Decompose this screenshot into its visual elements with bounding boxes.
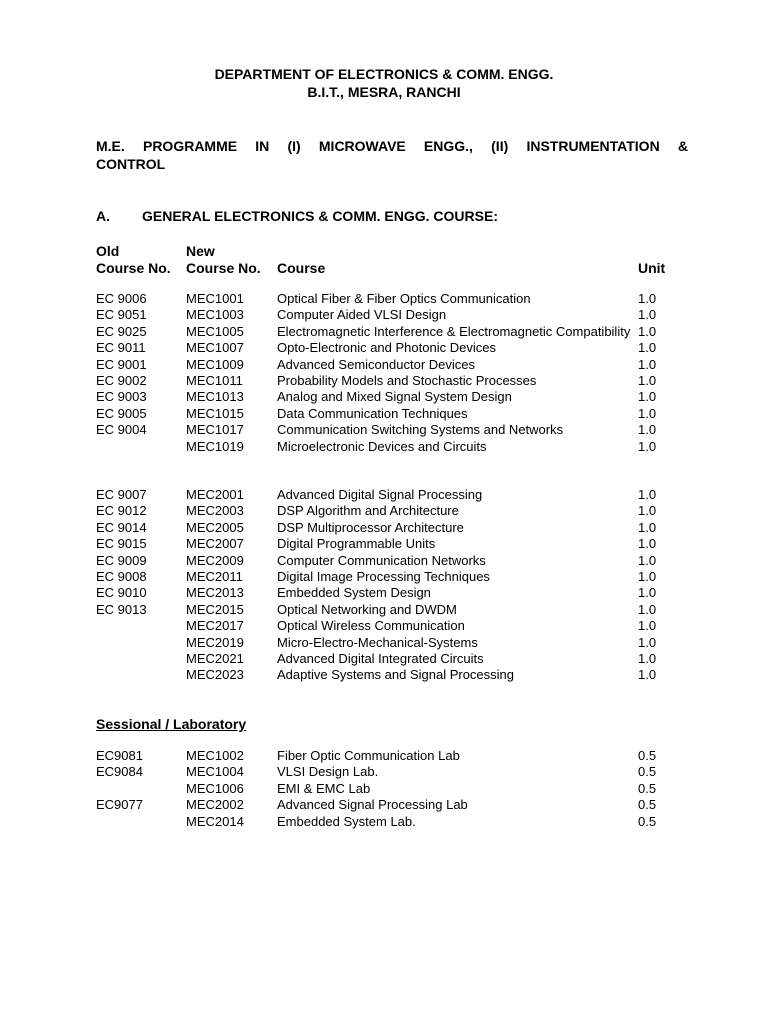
old-course-no: EC 9014	[96, 519, 147, 535]
course-unit: 1.0	[638, 519, 657, 535]
new-course-no: MEC1005	[186, 323, 244, 339]
course-title: Embedded System Design	[277, 585, 431, 601]
new-course-no: MEC1015	[186, 405, 244, 421]
old-course-no: EC 9013	[96, 601, 147, 617]
new-course-no: MEC2019	[186, 634, 244, 650]
old-course-no: EC 9008	[96, 569, 147, 584]
table-row	[0, 503, 768, 519]
department-heading: DEPARTMENT OF ELECTRONICS & COMM. ENGG.	[214, 66, 554, 82]
column-header-new-line2: Course No.	[186, 260, 261, 276]
new-course-no: MEC1011	[186, 373, 243, 388]
old-course-no: EC 9003	[96, 389, 147, 405]
column-header-course: Course	[277, 260, 326, 276]
new-course-no: MEC2003	[186, 503, 244, 519]
table-row	[0, 389, 768, 405]
column-header-old	[96, 243, 171, 277]
new-course-no: MEC1007	[186, 340, 244, 356]
course-unit: 1.0	[638, 536, 657, 552]
table-row	[0, 307, 768, 323]
programme-title-line2: CONTROL	[96, 156, 166, 172]
column-header-old-line1: Old	[96, 243, 120, 259]
course-title: VLSI Design Lab.	[277, 764, 379, 780]
course-title: DSP Multiprocessor Architecture	[277, 519, 464, 535]
new-course-no: MEC1002	[186, 748, 244, 763]
table-row	[0, 553, 768, 569]
course-title: Optical Fiber & Fiber Optics Communication	[277, 291, 531, 306]
old-course-no: EC 9007	[96, 487, 147, 502]
table-row	[0, 797, 768, 813]
table-row	[0, 635, 768, 651]
course-title: Computer Aided VLSI Design	[277, 307, 447, 323]
course-title: Advanced Digital Signal Processing	[277, 487, 483, 502]
section-a-label: A.	[96, 208, 110, 224]
new-course-no: MEC2005	[186, 519, 244, 535]
table-row	[0, 422, 768, 438]
course-title: Probability Models and Stochastic Processes	[277, 373, 537, 388]
section-a-title: GENERAL ELECTRONICS & COMM. ENGG. COURSE:	[142, 208, 498, 224]
table-row	[0, 764, 768, 780]
table-row	[0, 748, 768, 764]
table-row	[0, 291, 768, 307]
course-title: Analog and Mixed Signal System Design	[277, 389, 512, 405]
table-row	[0, 340, 768, 356]
new-course-no: MEC2021	[186, 651, 244, 666]
table-row	[0, 373, 768, 389]
table-row	[0, 324, 768, 340]
table-row	[0, 406, 768, 422]
course-unit: 1.0	[638, 634, 657, 650]
new-course-no: MEC2013	[186, 585, 244, 601]
course-unit: 1.0	[638, 307, 657, 323]
old-course-no: EC 9010	[96, 585, 147, 601]
new-course-no: MEC1001	[186, 291, 244, 306]
table-row	[0, 536, 768, 552]
table-row	[0, 667, 768, 683]
course-title: Digital Image Processing Techniques	[277, 569, 490, 584]
table-row	[0, 585, 768, 601]
course-unit: 1.0	[638, 585, 657, 601]
course-unit: 1.0	[638, 438, 657, 454]
course-title: Electromagnetic Interference & Electromagnetic Compatibility	[277, 323, 631, 339]
course-unit: 1.0	[638, 601, 657, 617]
course-title: Advanced Digital Integrated Circuits	[277, 651, 484, 666]
new-course-no: MEC2007	[186, 536, 244, 552]
new-course-no: MEC1003	[186, 307, 244, 323]
new-course-no: MEC1006	[186, 780, 244, 796]
column-header-new	[186, 243, 261, 277]
course-unit: 0.5	[638, 780, 657, 796]
old-course-no: EC 9004	[96, 422, 147, 438]
table-row	[0, 520, 768, 536]
course-title: Advanced Semiconductor Devices	[277, 356, 475, 372]
new-course-no: MEC1009	[186, 356, 244, 372]
old-course-no: EC9084	[96, 764, 143, 780]
course-unit: 1.0	[638, 651, 657, 666]
old-course-no: EC 9005	[96, 405, 147, 421]
old-course-no: EC9081	[96, 748, 143, 763]
course-title: Microelectronic Devices and Circuits	[277, 438, 487, 454]
new-course-no: MEC2009	[186, 552, 244, 568]
table-row	[0, 651, 768, 667]
course-title: DSP Algorithm and Architecture	[277, 503, 459, 519]
table-row	[0, 618, 768, 634]
course-title: Computer Communication Networks	[277, 552, 486, 568]
course-unit: 1.0	[638, 405, 657, 421]
course-unit: 0.5	[638, 813, 657, 829]
old-course-no: EC 9009	[96, 552, 147, 568]
course-title: Micro-Electro-Mechanical-Systems	[277, 634, 478, 650]
course-title: Embedded System Lab.	[277, 813, 416, 829]
table-row	[0, 487, 768, 503]
old-course-no: EC 9001	[96, 356, 147, 372]
new-course-no: MEC1013	[186, 389, 244, 405]
table-row	[0, 814, 768, 830]
old-course-no: EC 9012	[96, 503, 147, 519]
new-course-no: MEC1017	[186, 422, 244, 438]
course-title: Optical Networking and DWDM	[277, 601, 457, 617]
table-row	[0, 439, 768, 455]
course-unit: 1.0	[638, 323, 657, 339]
old-course-no: EC 9011	[96, 340, 146, 356]
course-unit: 1.0	[638, 487, 657, 502]
old-course-no: EC 9006	[96, 291, 147, 306]
new-course-no: MEC2002	[186, 797, 244, 813]
column-header-unit: Unit	[638, 260, 666, 276]
table-row	[0, 569, 768, 585]
course-unit: 0.5	[638, 748, 657, 763]
course-title: Adaptive Systems and Signal Processing	[277, 667, 515, 683]
course-unit: 1.0	[638, 569, 657, 584]
course-unit: 1.0	[638, 667, 657, 683]
course-unit: 1.0	[638, 340, 657, 356]
course-unit: 1.0	[638, 291, 657, 306]
course-unit: 1.0	[638, 356, 657, 372]
course-unit: 1.0	[638, 389, 657, 405]
course-unit: 1.0	[638, 618, 657, 634]
new-course-no: MEC2011	[186, 569, 243, 584]
course-title: Opto-Electronic and Photonic Devices	[277, 340, 496, 356]
course-unit: 0.5	[638, 797, 657, 813]
new-course-no: MEC2017	[186, 618, 244, 634]
programme-title-line1: M.E. PROGRAMME IN (I) MICROWAVE ENGG., (II) INSTRUMENTATION &	[96, 138, 688, 154]
table-row	[0, 781, 768, 797]
course-title: Optical Wireless Communication	[277, 618, 465, 634]
table-row	[0, 602, 768, 618]
course-title: Fiber Optic Communication Lab	[277, 748, 460, 763]
sessional-heading: Sessional / Laboratory	[96, 716, 247, 732]
new-course-no: MEC2001	[186, 487, 244, 502]
new-course-no: MEC2014	[186, 813, 244, 829]
old-course-no: EC 9051	[96, 307, 147, 323]
old-course-no: EC9077	[96, 797, 143, 813]
course-unit: 1.0	[638, 503, 657, 519]
old-course-no: EC 9015	[96, 536, 147, 552]
new-course-no: MEC2015	[186, 601, 244, 617]
old-course-no: EC 9002	[96, 373, 147, 388]
course-unit: 1.0	[638, 552, 657, 568]
course-title: EMI & EMC Lab	[277, 780, 371, 796]
course-title: Advanced Signal Processing Lab	[277, 797, 468, 813]
column-header-new-line1: New	[186, 243, 215, 259]
new-course-no: MEC1004	[186, 764, 244, 780]
new-course-no: MEC1019	[186, 438, 244, 454]
course-title: Communication Switching Systems and Networks	[277, 422, 564, 438]
course-unit: 1.0	[638, 422, 657, 438]
institute-heading: B.I.T., MESRA, RANCHI	[307, 84, 461, 100]
course-unit: 1.0	[638, 373, 657, 388]
column-header-old-line2: Course No.	[96, 260, 171, 276]
course-title: Data Communication Techniques	[277, 405, 468, 421]
course-unit: 0.5	[638, 764, 657, 780]
table-row	[0, 357, 768, 373]
old-course-no: EC 9025	[96, 323, 147, 339]
course-title: Digital Programmable Units	[277, 536, 436, 552]
new-course-no: MEC2023	[186, 667, 244, 683]
